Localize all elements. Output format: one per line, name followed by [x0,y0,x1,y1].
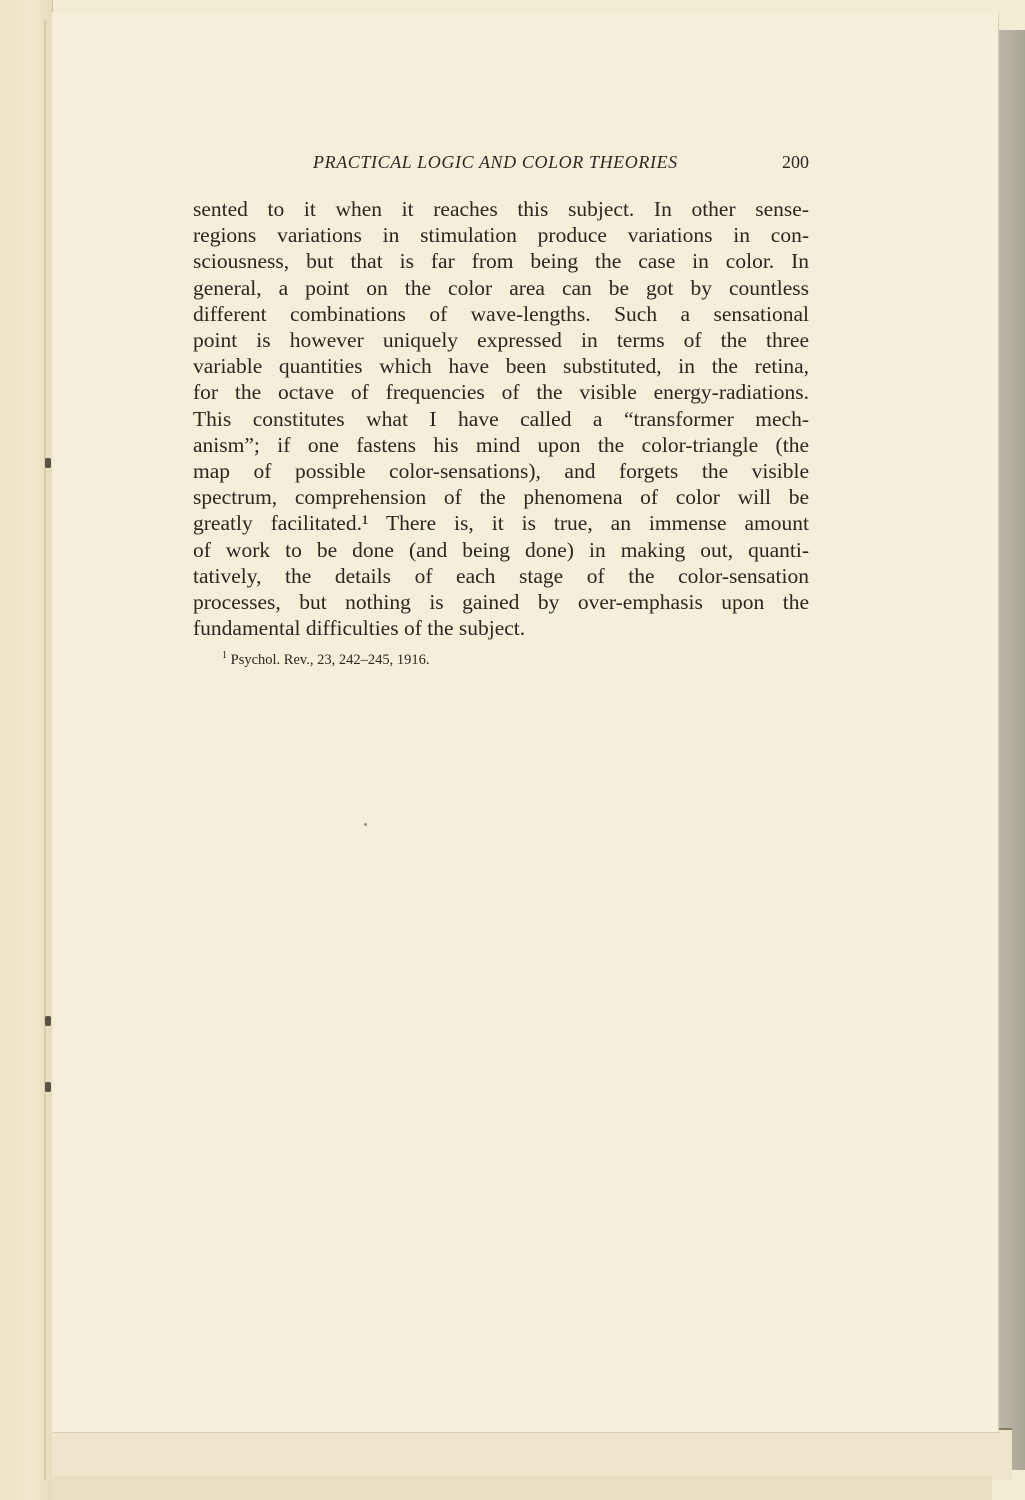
body-paragraph [193,196,809,641]
text-line: variable quantities which have been substituted, in the retina, [193,354,809,379]
text-line: regions variations in stimulation produce variations in con- [193,223,809,248]
stitch-mark [45,458,51,468]
text-line: map of possible color-sensations), and forgets the visible [193,459,809,484]
running-title: PRACTICAL LOGIC AND COLOR THEORIES [313,152,678,172]
text-line: greatly facilitated.¹ There is, it is true, an immense amount [193,511,809,536]
stitch-mark [45,1016,51,1026]
lower-sheet-edge [52,1428,1012,1480]
page-number: 200 [782,152,809,172]
text-line: processes, but nothing is gained by over-emphasis upon the [193,590,809,615]
text-line: for the octave of frequencies of the visible energy-radiations. [193,380,809,405]
stitch-mark [45,1082,51,1092]
text-line: general, a point on the color area can be got by countless [193,275,809,300]
text-line: of work to be done (and being done) in making out, quanti- [193,537,809,562]
footnote-marker: 1 [222,650,227,661]
footnote [222,650,429,669]
text-line-last: fundamental difficulties of the subject. [193,616,526,641]
text-line: sented to it when it reaches this subject. In other sense- [193,197,809,221]
paper-speck [364,823,367,826]
lower-sheet-edge-2 [52,1476,992,1500]
text-line: anism”; if one fastens his mind upon the color-triangle (the [193,432,809,457]
text-line: point is however uniquely expressed in terms of the three [193,328,809,353]
binding-strip [0,0,53,1500]
text-line: different combinations of wave-lengths. Such a sensational [193,301,809,326]
running-header [193,152,813,180]
text-line: This constitutes what I have called a “transformer mech- [193,406,809,431]
binding-crease [44,20,46,1480]
footnote-text: Psychol. Rev., 23, 242–245, 1916. [230,651,430,668]
text-line: spectrum, comprehension of the phenomena of color will be [193,485,809,510]
text-line: tatively, the details of each stage of the color-sensation [193,563,809,588]
text-line: sciousness, but that is far from being the case in color. In [193,249,809,274]
cover-edge [998,30,1025,1470]
